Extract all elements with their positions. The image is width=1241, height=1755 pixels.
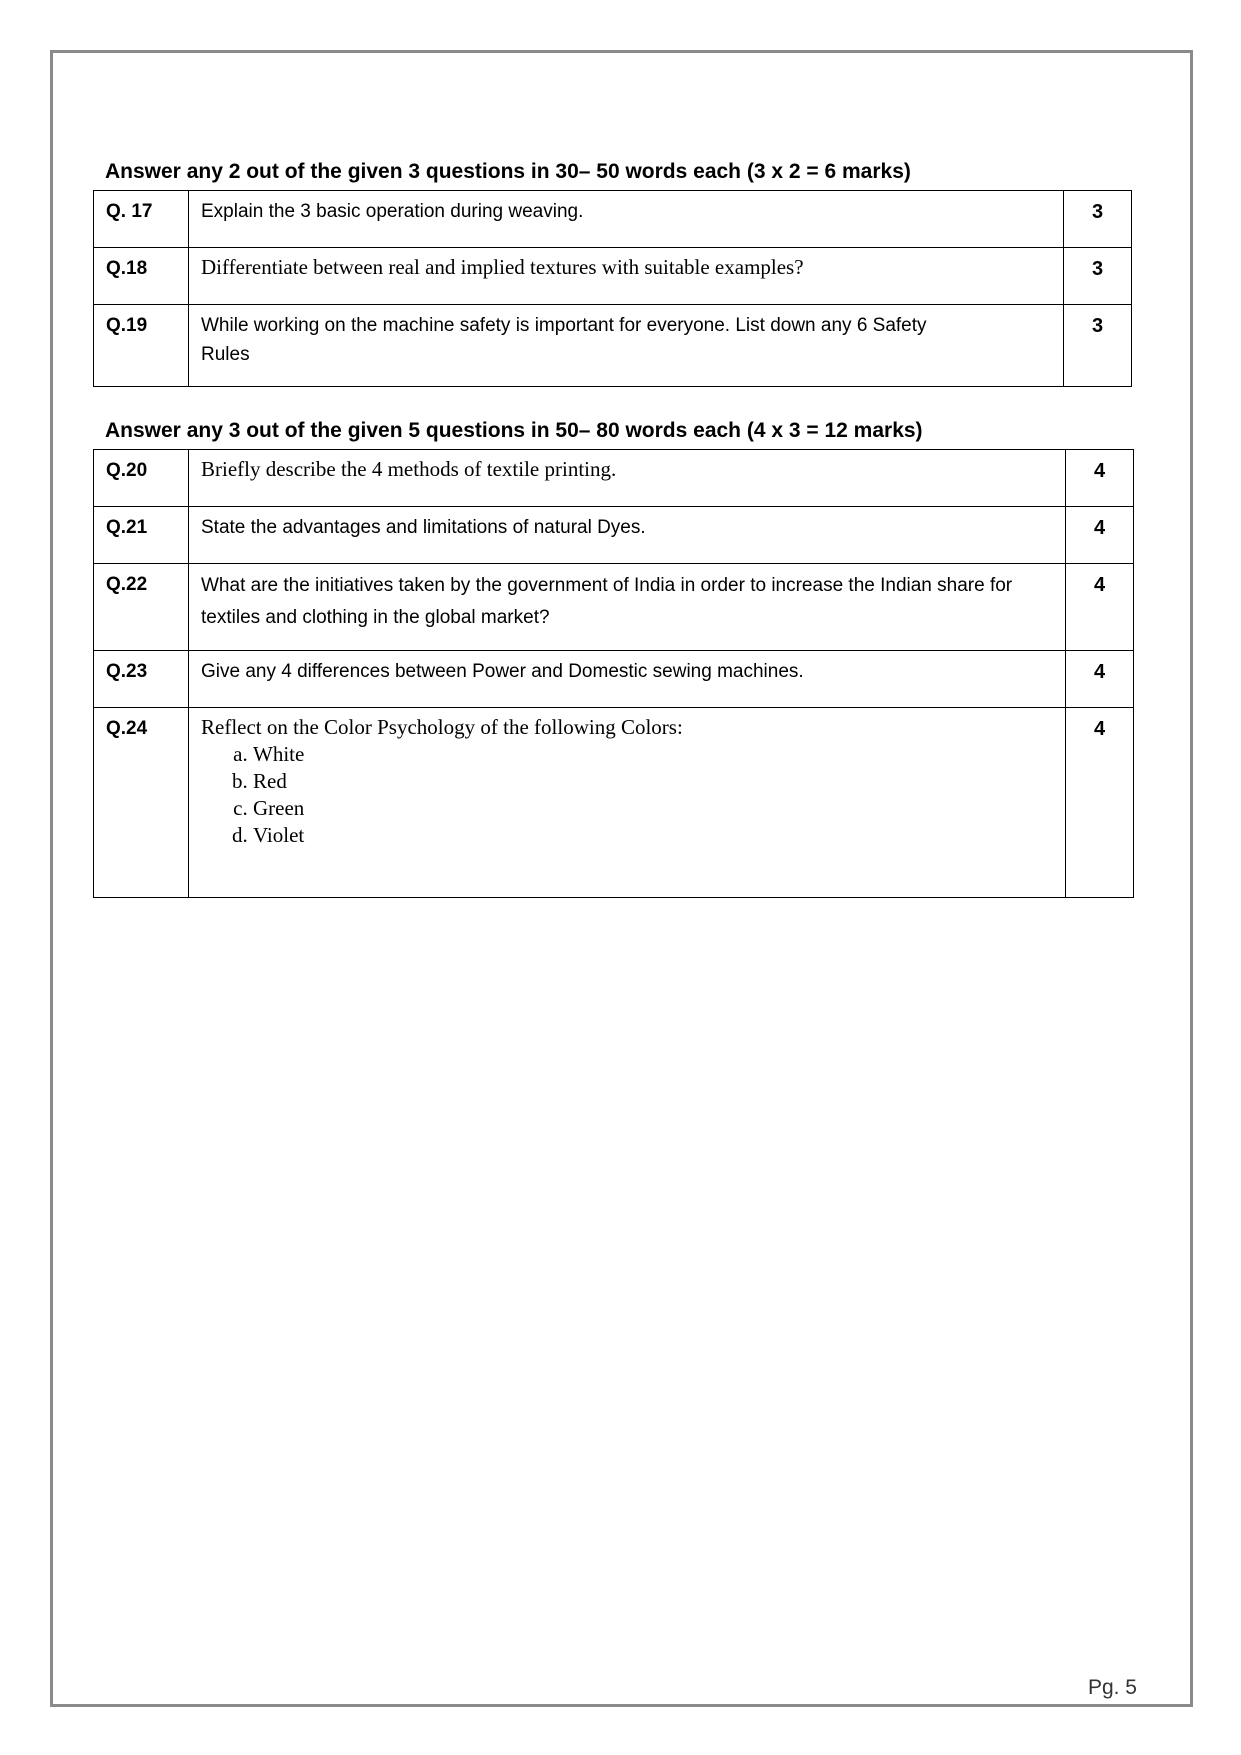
color-option: b. Red bbox=[253, 768, 1053, 795]
color-options-list bbox=[201, 741, 1053, 849]
question-number: Q.18 bbox=[94, 248, 189, 305]
question-row-18 bbox=[94, 248, 1132, 305]
question-number: Q.24 bbox=[94, 708, 189, 898]
question-row-24 bbox=[94, 708, 1134, 898]
question-row-22 bbox=[94, 564, 1134, 651]
section-heading: Answer any 3 out of the given 5 questions in 50– 80 words each (4 x 3 = 12 marks) bbox=[105, 419, 923, 442]
color-option: a. White bbox=[253, 741, 1053, 768]
question-row-20 bbox=[94, 450, 1134, 507]
section-long-answer bbox=[93, 419, 1134, 898]
question-number: Q.22 bbox=[94, 564, 189, 651]
question-marks: 3 bbox=[1064, 191, 1132, 248]
question-row-23 bbox=[94, 651, 1134, 708]
color-option: d. Violet bbox=[253, 822, 1053, 849]
question-cell bbox=[189, 708, 1066, 898]
question-marks: 4 bbox=[1066, 450, 1134, 507]
question-number: Q.19 bbox=[94, 305, 189, 387]
question-text: Give any 4 differences between Power and Domestic sewing machines. bbox=[189, 651, 1066, 708]
question-marks: 4 bbox=[1066, 708, 1134, 898]
question-marks: 3 bbox=[1064, 305, 1132, 387]
question-marks: 4 bbox=[1066, 651, 1134, 708]
question-table bbox=[93, 190, 1132, 387]
question-row-21 bbox=[94, 507, 1134, 564]
question-text: Explain the 3 basic operation during weaving. bbox=[189, 191, 1064, 248]
question-table bbox=[93, 449, 1134, 898]
question-text: Differentiate between real and implied textures with suitable examples? bbox=[189, 248, 1064, 305]
question-text: State the advantages and limitations of natural Dyes. bbox=[189, 507, 1066, 564]
question-number: Q.21 bbox=[94, 507, 189, 564]
question-text: What are the initiatives taken by the government of India in order to increase the Indian share for textiles and clothing in the global market? bbox=[189, 564, 1066, 651]
question-number: Q.23 bbox=[94, 651, 189, 708]
question-row-17 bbox=[94, 191, 1132, 248]
question-text: Reflect on the Color Psychology of the following Colors: bbox=[201, 715, 683, 739]
page-number: Pg. 5 bbox=[1087, 1676, 1137, 1699]
question-marks: 3 bbox=[1064, 248, 1132, 305]
question-marks: 4 bbox=[1066, 507, 1134, 564]
question-text: Briefly describe the 4 methods of textile printing. bbox=[189, 450, 1066, 507]
question-number: Q. 17 bbox=[94, 191, 189, 248]
color-option: c. Green bbox=[253, 795, 1053, 822]
question-text: While working on the machine safety is important for everyone. List down any 6 Safety Rules bbox=[189, 305, 1064, 387]
section-heading: Answer any 2 out of the given 3 questions in 30– 50 words each (3 x 2 = 6 marks) bbox=[105, 160, 911, 183]
question-row-19 bbox=[94, 305, 1132, 387]
question-marks: 4 bbox=[1066, 564, 1134, 651]
question-number: Q.20 bbox=[94, 450, 189, 507]
section-short-answer bbox=[93, 160, 1132, 387]
